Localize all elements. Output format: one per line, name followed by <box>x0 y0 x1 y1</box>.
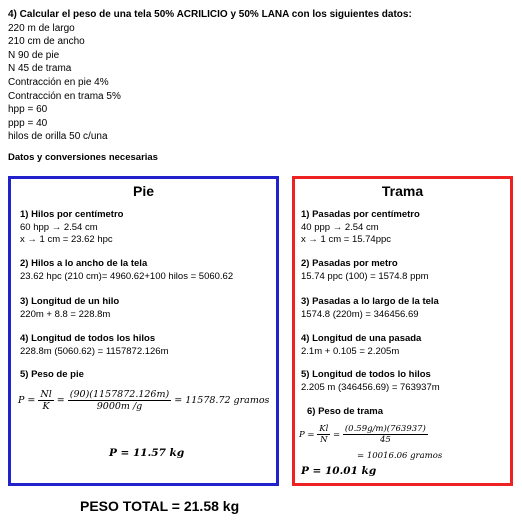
step-heading: 2) Pasadas por metro <box>301 258 398 269</box>
trama-step-1 <box>301 209 420 247</box>
fraction-denominator: 45 <box>379 435 391 445</box>
pie-step-2 <box>20 258 233 283</box>
step-line: 2.205 m (346456.69) = 763937m <box>301 381 440 393</box>
pie-title: Pie <box>132 183 154 199</box>
pie-step-4 <box>20 333 169 358</box>
problem-statement <box>8 8 412 144</box>
step-heading: 4) Longitud de una pasada <box>301 333 422 344</box>
step-heading: 3) Pasadas a lo largo de la tela <box>301 296 439 307</box>
fraction-denominator: 9000m /g <box>96 401 143 412</box>
step-heading: 5) Peso de pie <box>20 369 84 380</box>
trama-box <box>292 176 513 486</box>
step-heading: 2) Hilos a lo ancho de la tela <box>20 258 148 269</box>
step-heading: 1) Hilos por centímetro <box>20 209 124 220</box>
step-line: x → 1 cm = 15.74ppc <box>301 234 392 245</box>
section-label: Datos y conversiones necesarias <box>8 152 158 163</box>
pie-step-3 <box>20 296 119 321</box>
formula-equals: = <box>333 430 341 440</box>
fraction-numerator: (90)(1157872.126m) <box>69 389 170 400</box>
step-heading: 3) Longitud de un hilo <box>20 296 120 307</box>
trama-step-2 <box>301 258 429 283</box>
data-line: 220 m de largo <box>8 22 75 34</box>
step-line: 220m + 8.8 = 228.8m <box>20 308 111 320</box>
data-line: Contracción en trama 5% <box>8 90 121 102</box>
data-line: hpp = 60 <box>8 104 48 116</box>
step-line: 228.8m (5060.62) = 1157872.126m <box>20 345 169 357</box>
problem-title: 4) Calcular el peso de una tela 50% ACRILICIO y 50% LANA con los siguientes datos: <box>8 9 412 20</box>
step-line: 1574.8 (220m) = 346456.69 <box>301 308 419 320</box>
fraction-denominator: K <box>42 401 50 412</box>
data-line: Contracción en pie 4% <box>8 76 109 88</box>
fraction-numerator: Kl <box>319 424 329 434</box>
data-line: ppp = 40 <box>8 117 48 129</box>
formula-lhs: P = <box>299 430 315 440</box>
trama-step-4 <box>301 333 421 358</box>
trama-step-6 <box>307 406 383 419</box>
data-line: N 90 de pie <box>8 49 60 61</box>
step-line: 60 hpp → 2.54 cm <box>20 221 98 233</box>
step-line: 23.62 hpc (210 cm)= 4960.62+100 hilos = 5060.62 <box>20 270 234 282</box>
total-weight: PESO TOTAL = 21.58 kg <box>80 498 240 514</box>
formula-fraction <box>317 424 330 445</box>
pie-result: P = 11.57 kg <box>109 447 185 459</box>
step-heading: 1) Pasadas por centímetro <box>301 209 420 220</box>
data-line: 210 cm de ancho <box>8 36 85 48</box>
pie-step-1 <box>20 209 123 247</box>
fraction-denominator: N <box>320 435 328 445</box>
step-heading: 5) Longitud de todos lo hilos <box>301 369 431 380</box>
trama-weight-formula <box>299 424 428 445</box>
trama-title: Trama <box>381 183 424 199</box>
fraction-numerator: Nl <box>40 389 52 400</box>
formula-fraction <box>38 389 53 412</box>
step-heading: 6) Peso de trama <box>307 406 384 417</box>
formula-equals: = <box>56 395 65 406</box>
formula-fraction <box>68 389 171 412</box>
trama-result: P = 10.01 kg <box>301 465 377 477</box>
trama-step-3 <box>301 296 439 321</box>
trama-step-5 <box>301 369 440 394</box>
formula-fraction <box>343 424 428 445</box>
step-line: 2.1m + 0.105 = 2.205m <box>301 345 400 357</box>
pie-box <box>8 176 279 486</box>
formula-rhs: = 11578.72 gramos <box>174 395 270 406</box>
step-line: 15.74 ppc (100) = 1574.8 ppm <box>301 270 429 282</box>
pie-weight-formula <box>18 389 269 412</box>
formula-lhs: P = <box>18 395 36 406</box>
fraction-numerator: (0.59g/m)(763937) <box>344 424 426 434</box>
trama-formula-result: = 10016.06 gramos <box>357 451 443 461</box>
step-line: 40 ppp → 2.54 cm <box>301 221 379 233</box>
step-heading: 4) Longitud de todos los hilos <box>20 333 156 344</box>
data-line: hilos de orilla 50 c/una <box>8 131 108 143</box>
pie-step-5 <box>20 369 84 382</box>
data-line: N 45 de trama <box>8 63 72 75</box>
step-line: x → 1 cm = 23.62 hpc <box>20 234 113 245</box>
